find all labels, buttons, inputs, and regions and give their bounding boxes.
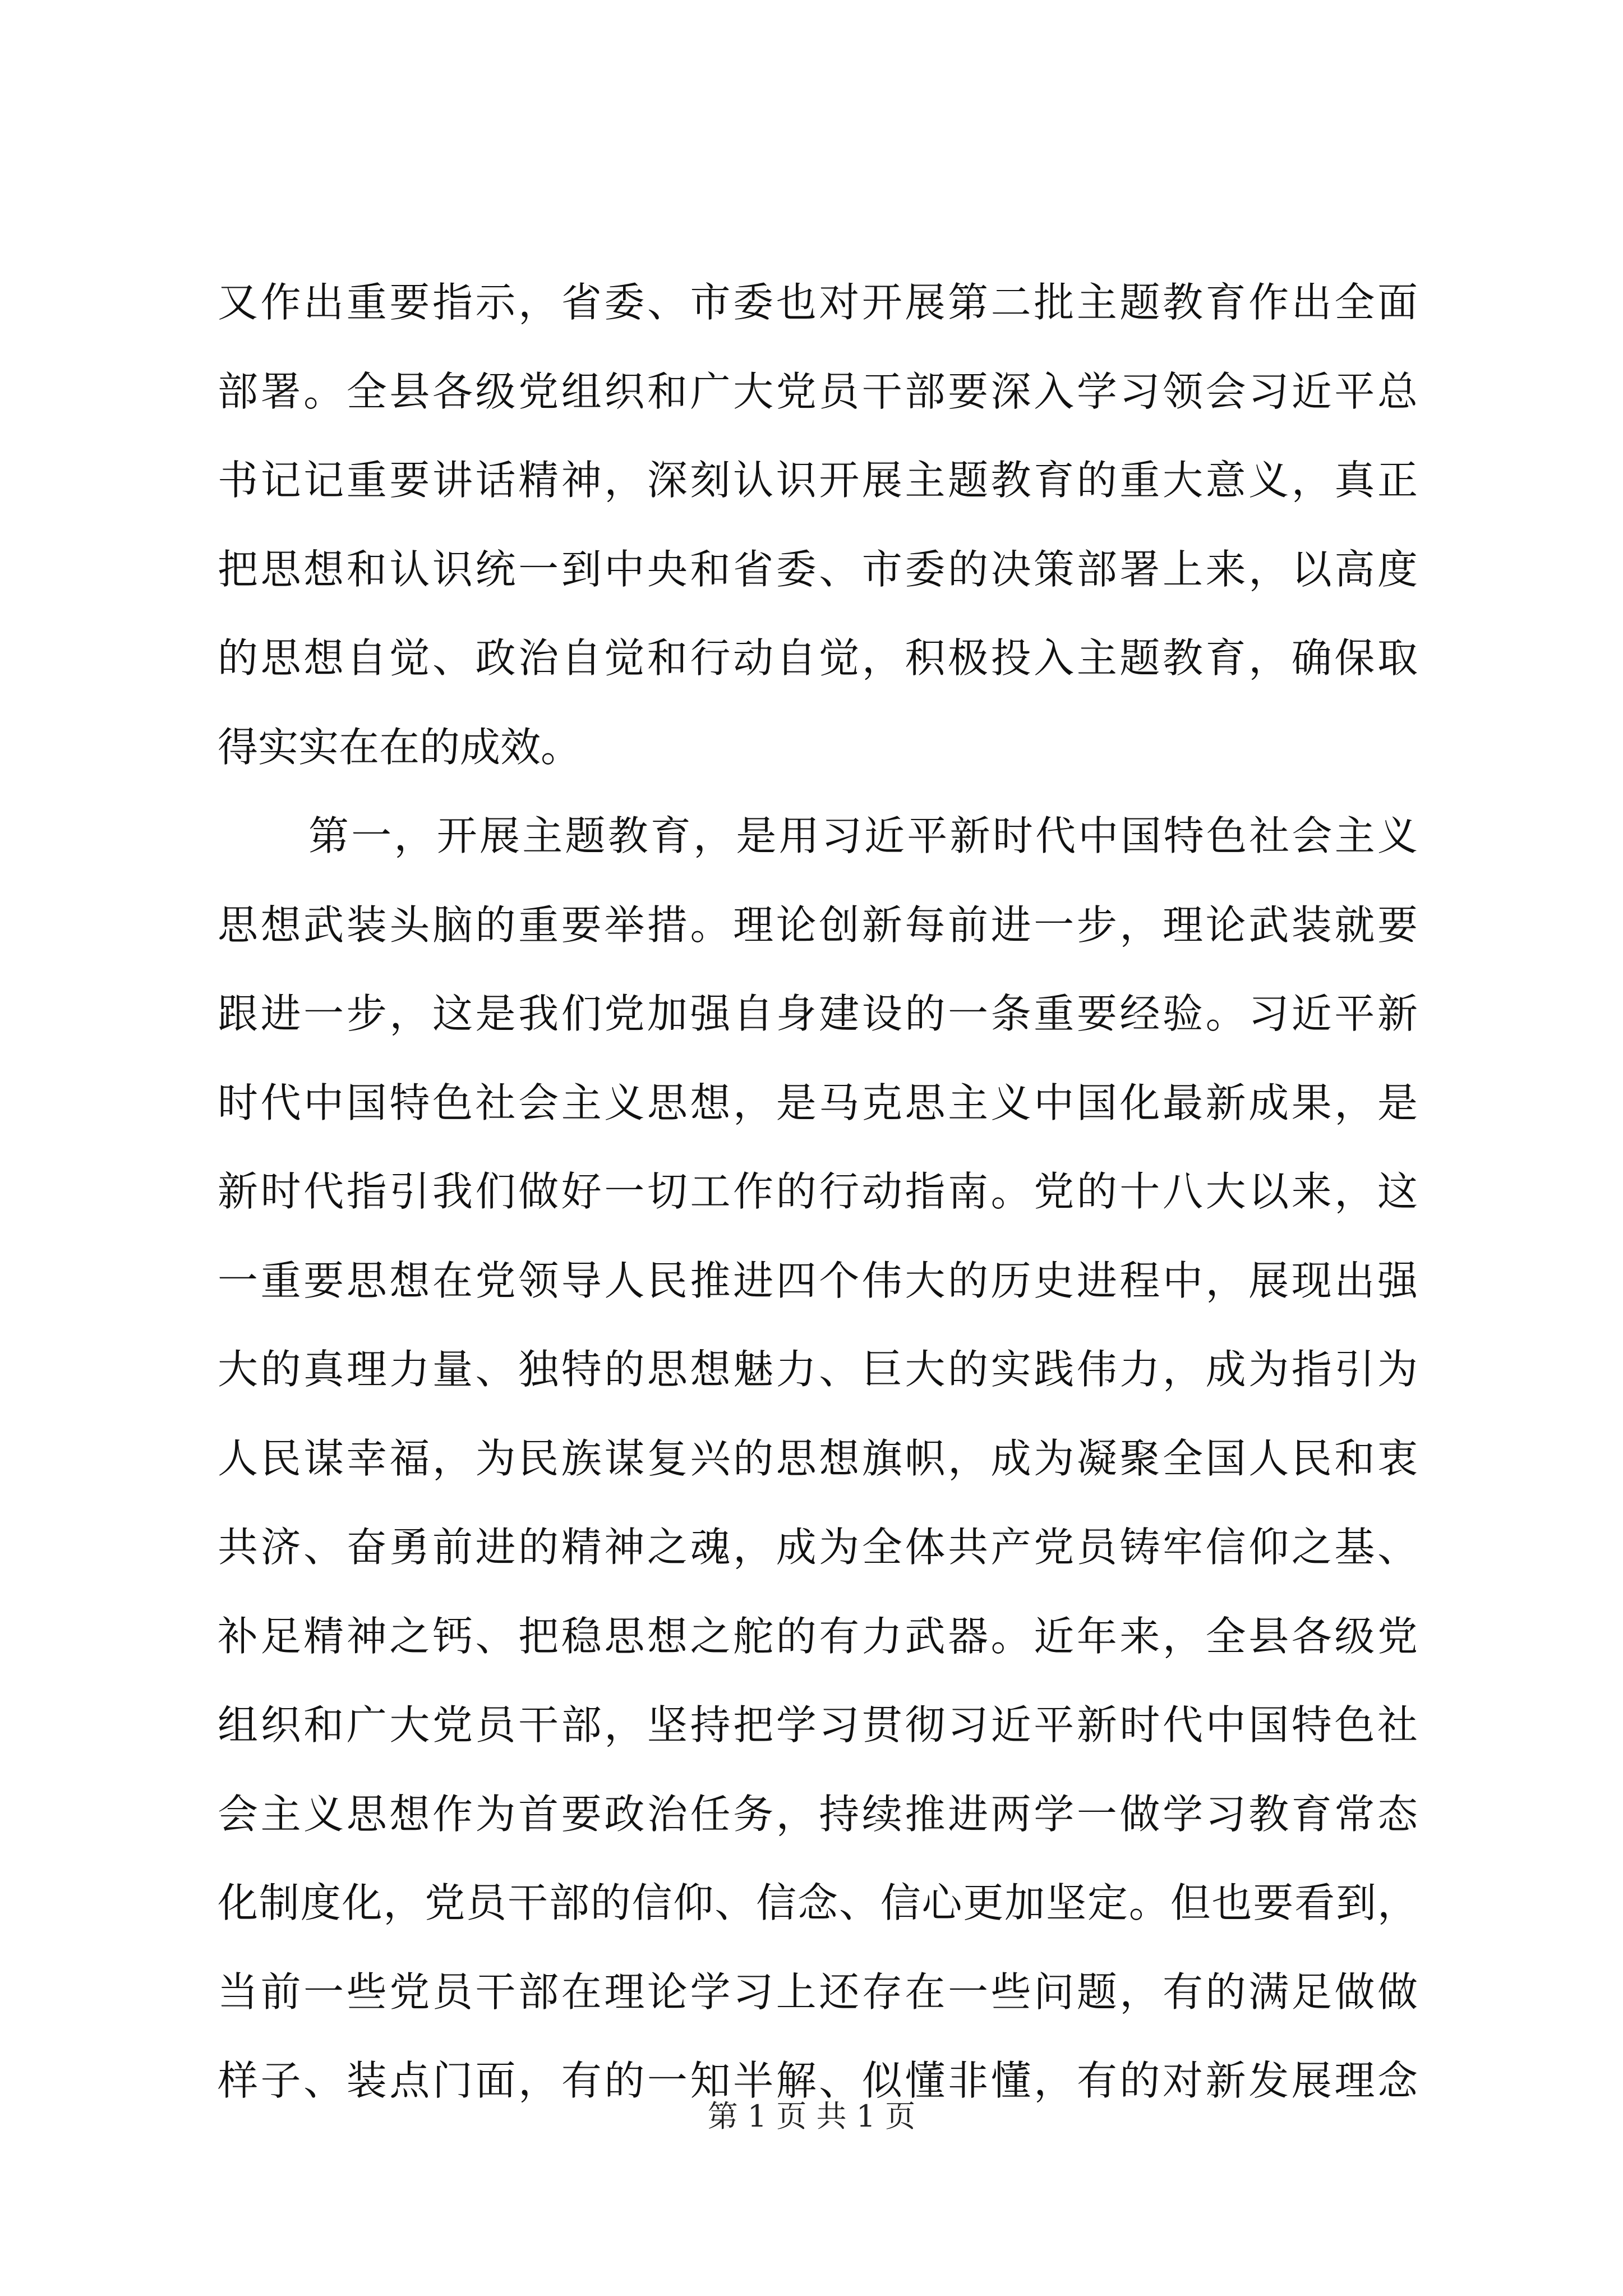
text-line: 的思想自觉、政治自觉和行动自觉，积极投入主题教育，确保取 [218,634,1418,682]
text-line: 大的真理力量、独特的思想魅力、巨大的实践伟力，成为指引为 [218,1346,1418,1393]
text-line: 新时代指引我们做好一切工作的行动指南。党的十八大以来，这 [218,1168,1418,1215]
text-line: 当前一些党员干部在理论学习上还存在一些问题，有的满足做做 [218,1968,1418,2016]
text-line: 时代中国特色社会主义思想，是马克思主义中国化最新成果，是 [218,1079,1418,1126]
text-line: 人民谋幸福，为民族谋复兴的思想旗帜，成为凝聚全国人民和衷 [218,1434,1418,1482]
text-line: 共济、奋勇前进的精神之魂，成为全体共产党员铸牢信仰之基、 [218,1524,1418,1571]
paragraph-first-line: 第一，开展主题教育，是用习近平新时代中国特色社会主义 [308,812,1418,859]
text-line: 组织和广大党员干部，坚持把学习贯彻习近平新时代中国特色社 [218,1701,1418,1749]
text-line: 补足精神之钙、把稳思想之舵的有力武器。近年来，全县各级党 [218,1612,1418,1660]
text-line: 思想武装头脑的重要举措。理论创新每前进一步，理论武装就要 [218,901,1418,949]
page-footer: 第 1 页 共 1 页 [707,2099,916,2134]
document-body [218,258,1418,2125]
text-line: 书记记重要讲话精神，深刻认识开展主题教育的重大意义，真正 [218,457,1418,504]
text-line: 又作出重要指示，省委、市委也对开展第二批主题教育作出全面 [218,279,1418,326]
text-line: 化制度化，党员干部的信仰、信念、信心更加坚定。但也要看到， [218,1879,1418,1926]
text-line: 部署。全县各级党组织和广大党员干部要深入学习领会习近平总 [218,367,1418,415]
text-line: 把思想和认识统一到中央和省委、市委的决策部署上来，以高度 [218,545,1418,593]
text-line: 跟进一步，这是我们党加强自身建设的一条重要经验。习近平新 [218,990,1418,1037]
text-line: 得实实在在的成效。 [218,723,582,771]
text-line: 一重要思想在党领导人民推进四个伟大的历史进程中，展现出强 [218,1257,1418,1304]
text-line: 会主义思想作为首要政治任务，持续推进两学一做学习教育常态 [218,1790,1418,1838]
text-line: 样子、装点门面，有的一知半解、似懂非懂，有的对新发展理念 [218,2057,1418,2104]
